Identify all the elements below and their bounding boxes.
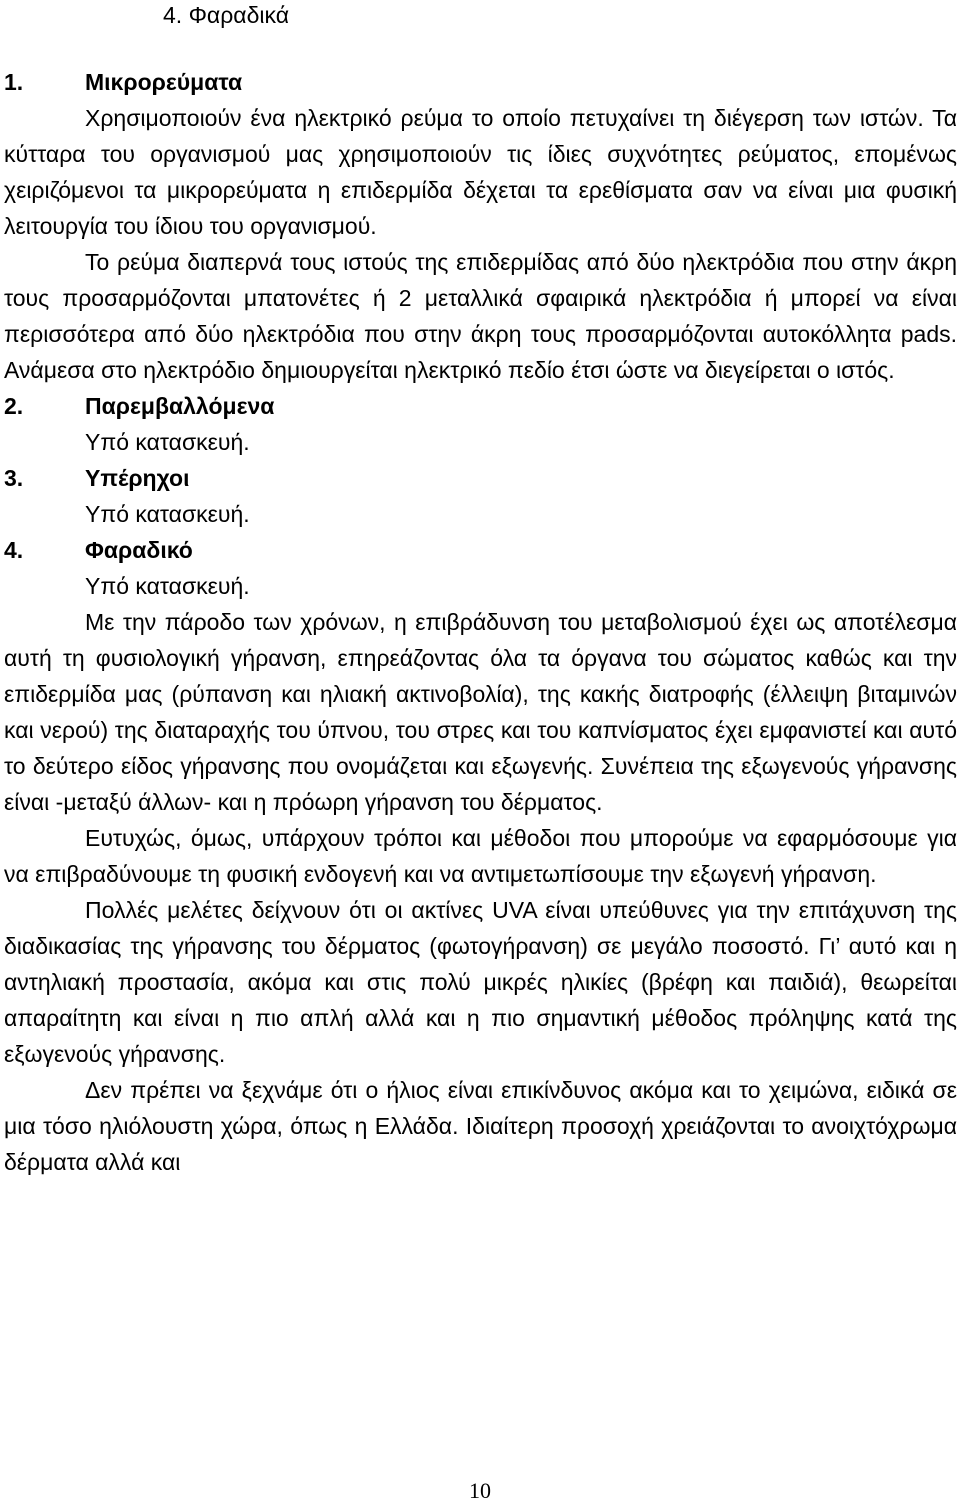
item-number: 3. bbox=[4, 465, 24, 491]
item-heading-ultrasound bbox=[4, 460, 957, 496]
body-paragraph: Ευτυχώς, όμως, υπάρχουν τρόποι και μέθοδοι που μπορούμε να εφαρμόσουμε για να επιβραδύνουμε τη φυσική ενδογενή και να αντιμετωπίσουμε την εξωγενή γήρανση. bbox=[4, 825, 957, 887]
page-number: 10 bbox=[469, 1478, 491, 1503]
microcurrents-paragraph: Χρησιμοποιούν ένα ηλεκτρικό ρεύμα το οποίο πετυχαίνει τη διέγερση των ιστών. Τα κύτταρα του οργανισμού μας χρησιμοποιούν τις ίδιες συχνότητες ρεύματος, επομένως χειριζόμενοι τα μικρορεύματα η επιδερμίδα δέχεται τα ερεθίσματα σαν να είναι μια φυσική λειτουργία του ίδιου του οργανισμού. bbox=[4, 105, 957, 239]
item-title: Παρεμβαλλόμενα bbox=[85, 393, 275, 419]
body-paragraph: Με την πάροδο των χρόνων, η επιβράδυνση του μεταβολισμού έχει ως αποτέλεσμα αυτή τη φυσιολογική γήρανση, επηρεάζοντας όλα τα όργανα του σώματος καθώς και την επιδερμίδα μας (ρύπανση και ηλιακή ακτινοβολία), της κακής διατροφής (έλλειψη βιταμινών και νερού) της διαταραχής του ύπνου, του στρες και του καπνίσματος έχει εμφανιστεί και αυτό το δεύτερο είδος γήρανσης που ονομάζεται και εξωγενής. Συνέπεια της εξωγενούς γήρανσης είναι -μεταξύ άλλων- και η πρόωρη γήρανση του δέρματος. bbox=[4, 609, 957, 815]
item-heading-interferential bbox=[4, 388, 957, 424]
body-paragraph: Πολλές μελέτες δείχνουν ότι οι ακτίνες UVA είναι υπεύθυνες για την επιτάχυνση της διαδικασίας της γήρανσης του δέρματος (φωτογήρανση) σε μεγάλο ποσοστό. Γι’ αυτό και η αντηλιακή προστασία, ακόμα και στις πολύ μικρές ηλικίες (βρέφη και παιδιά), θεωρείται απαραίτητη και είναι η πιο απλή αλλά και η πιο σημαντική μέθοδος πρόληψης κατά της εξωγενούς γήρανσης. bbox=[4, 897, 957, 1067]
section-heading: 4. Φαραδικά bbox=[163, 2, 290, 28]
item-title: Υπέρηχοι bbox=[85, 465, 190, 491]
document-page bbox=[4, 0, 957, 1180]
under-construction-note: Υπό κατασκευή. bbox=[85, 501, 250, 527]
item-heading-faradic bbox=[4, 532, 957, 568]
item-heading-microcurrents bbox=[4, 64, 957, 100]
microcurrents-paragraph: Το ρεύμα διαπερνά τους ιστούς της επιδερμίδας από δύο ηλεκτρόδια που στην άκρη τους προσαρμόζονται μπατονέτες ή 2 μεταλλικά σφαιρικά ηλεκτρόδια ή μπορεί να είναι περισσότερα από δύο ηλεκτρόδια που στην άκρη τους προσαρμόζονται αυτοκόλλητα pads. Ανάμεσα στο ηλεκτρόδιο δημιουργείται ηλεκτρικό πεδίο έτσι ώστε να διεγείρεται ο ιστός. bbox=[4, 249, 957, 383]
item-title: Μικρορεύματα bbox=[85, 69, 243, 95]
item-number: 4. bbox=[4, 537, 24, 563]
item-title: Φαραδικό bbox=[85, 537, 193, 563]
under-construction-note: Υπό κατασκευή. bbox=[85, 429, 250, 455]
body-paragraph: Δεν πρέπει να ξεχνάμε ότι ο ήλιος είναι επικίνδυνος ακόμα και το χειμώνα, ειδικά σε μια τόσο ηλιόλουστη χώρα, όπως η Ελλάδα. Ιδιαίτερη προσοχή χρειάζονται το ανοιχτόχρωμα δέρματα αλλά και bbox=[4, 1077, 957, 1175]
item-number: 1. bbox=[4, 69, 24, 95]
under-construction-note: Υπό κατασκευή. bbox=[85, 573, 250, 599]
item-number: 2. bbox=[4, 393, 24, 419]
